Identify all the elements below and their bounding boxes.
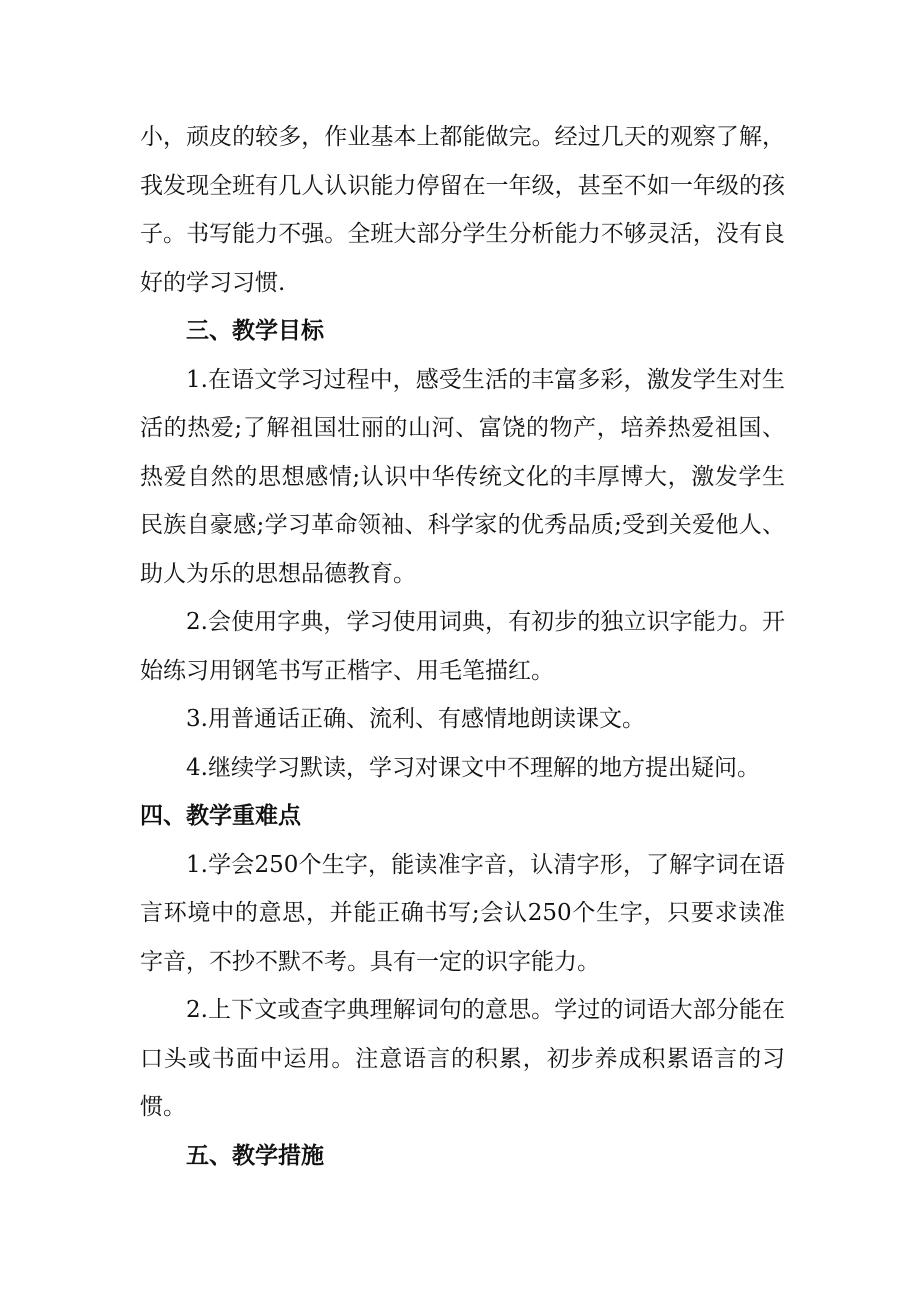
- goal-item-1: 1.在语文学习过程中，感受生活的丰富多彩，激发学生对生活的热爱;了解祖国壮丽的山河、富饶的物产，培养热爱祖国、热爱自然的思想感情;认识中华传统文化的丰厚博大，激发学生民族自豪感;学习革命领袖、科学家的优秀品质;受到关爱他人、助人为乐的思想品德教育。: [140, 366, 785, 587]
- goal-item-3: 3.用普通话正确、流利、有感情地朗读课文。: [186, 706, 645, 732]
- paragraph-student-analysis: 小，顽皮的较多，作业基本上都能做完。经过几天的观察了解，我发现全班有几人认识能力停留在一年级，甚至不如一年级的孩子。书写能力不强。全班大部分学生分析能力不够灵活，没有良好的学习习惯.: [140, 124, 785, 296]
- key-point-1: 1.学会250个生字，能读准字音，认清字形，了解字词在语言环境中的意思，并能正确书写;会认250个生字，只要求读准字音，不抄不默不考。具有一定的识字能力。: [140, 851, 785, 975]
- key-point-2: 2.上下文或查字典理解词句的意思。学过的词语大部分能在口头或书面中运用。注意语言的积累，初步养成积累语言的习惯。: [140, 997, 785, 1120]
- document-page: [140, 113, 785, 1180]
- goal-item-2: 2.会使用字典，学习使用词典，有初步的独立识字能力。开始练习用钢笔书写正楷字、用毛笔描红。: [140, 609, 785, 684]
- heading-teaching-measures: 五、教学措施: [186, 1142, 324, 1169]
- goal-item-4: 4.继续学习默读，学习对课文中不理解的地方提出疑问。: [186, 754, 760, 781]
- heading-key-difficulties: 四、教学重难点: [140, 803, 301, 829]
- heading-teaching-goals: 三、教学目标: [186, 318, 324, 344]
